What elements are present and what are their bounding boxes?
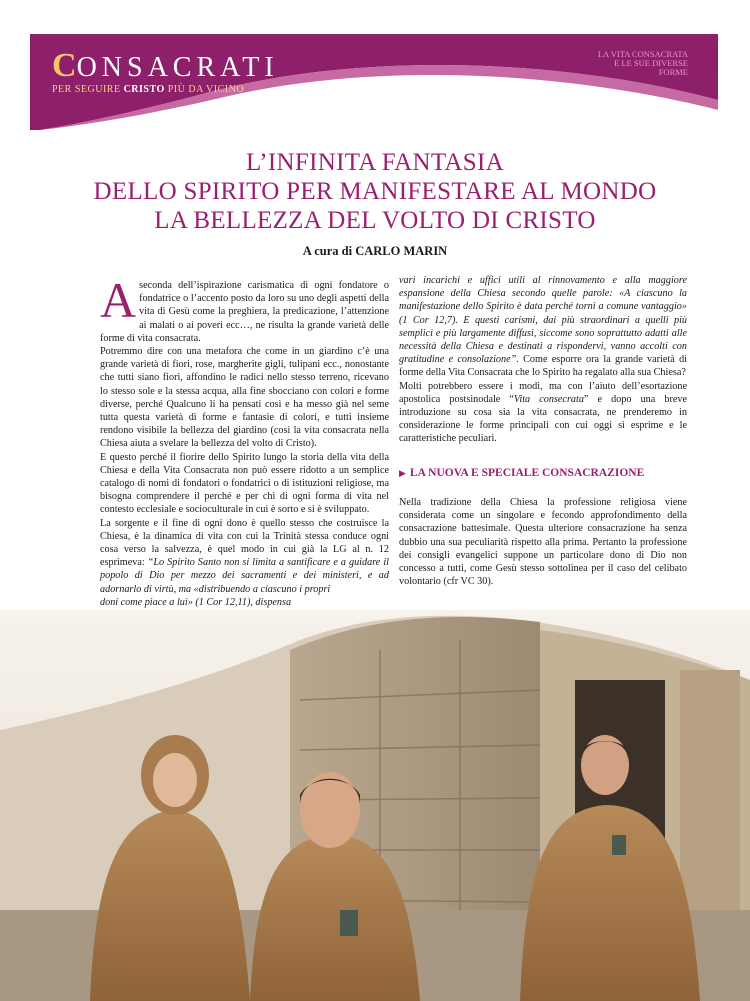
- paragraph: vari incarichi e uffici utili al rinnovamento e alla maggiore espansione della Chiesa secondo quelle parole: «A ciascuno la manifestazione dello Spirito è data perché torni a comune vantaggio» (1 Cor 12,7). E questi carismi, dai più straordinari a quelli più semplici e più largamente diffusi, siccome sono soprattutto adatti alle necessità della Chiesa e destinati a rispondervi, vanno accolti con gratitudine e consolazione”. Come esporre ora la grande varietà di forme della Vita Consacrata che lo Spirito ha regalato alla sua Chiesa?: [399, 275, 687, 379]
- left-column: [100, 272, 389, 649]
- right-column-section: [399, 496, 687, 588]
- paragraph: Potremmo dire con una metafora che come in un giardino c’è una grande varietà di fiori, rose, margherite gigli, tulipani ecc., nonostante che tutti siano fiori, affondino le radici nello stesso terreno, ricevano lo stesso sole e la stessa acqua, alla fine sbocciano con colori e forme diverse, perché Qualcuno li ha pensati così e ha messo già nel seme tutta questa varietà di forme e fantasie di colori, e tutti insieme rendono visibile la bellezza del giardino (così la vita consacrata nella Chiesa aiuta a svelare la bellezza del volto di Cristo).: [100, 346, 389, 450]
- byline: A cura di CARLO MARIN: [302, 244, 448, 258]
- paragraph: Molti potrebbero essere i modi, ma con l’aiuto dell’esortazione apostolica postsinodale “Vita consecrata” e dopo una breve introduzione su cosa sia la vita consacrata, ne prenderemo in considerazione le forme principali con cui oggi si esprime e le caratteristiche peculiari.: [399, 380, 687, 445]
- paragraph: La sorgente e il fine di ogni dono è quello stesso che costruisce la Chiesa, è la dinamica di vita con cui la Trinità stessa conduce ogni cosa verso la salvezza, è quel modo in cui già la LG al n. 12 esprimeva: “Lo Spirito Santo non si limita a santificare e a guidare il popolo di Dio per mezzo dei sacramenti e dei ministeri, e ad adornarlo di virtù, ma «distribuendo a ciascuno i propri: [100, 517, 389, 595]
- logo-wordmark: CONSACRATI: [52, 47, 279, 84]
- subheading: ▶ LA NUOVA E SPECIALE CONSACRAZIONE: [399, 467, 645, 479]
- article-title: L’INFINITA FANTASIA DELLO SPIRITO PER MANIFESTARE AL MONDO LA BELLEZZA DEL VOLTO DI CRISTO: [93, 149, 657, 234]
- triangle-bullet-icon: ▶: [399, 468, 406, 478]
- paragraph: E questo perché il fiorire dello Spirito lungo la storia della vita della Chiesa e della Vita Consacrata non può essere ridotto a un semplice catalogo di nomi di fondatori o fondatrici o di istituzioni religiose, ma bisogna comprendere il perché e per chi di ogni forma di vita nel contesto ecclesiale e socioculturale in cui è sorto e si è sviluppato.: [100, 451, 389, 516]
- section-label: LA VITA CONSACRATA E LE SUE DIVERSE FORME: [597, 49, 688, 77]
- right-column: [399, 274, 687, 446]
- friars-photo: [0, 610, 750, 1001]
- paragraph: Aseconda dell’ispirazione carismatica di ogni fondatore o fondatrice o l’accento posto da loro su uno degli aspetti della vita di Gesù come la preghiera, la predicazione, l’attenzione ai malati o ai poveri ecc…, ne risulta la grande varietà delle forme di vita consacrata.: [100, 272, 389, 344]
- paragraph: Nella tradizione della Chiesa la professione religiosa viene considerata come un singolare e fecondo approfondimento della consacrazione battesimale. Questa ulteriore consacrazione ha senza dubbio una sua peculiarità rispetto alla prima. Pertanto la professione dei consigli evangelici suppone un particolare dono di Dio non concesso a tutti, come Gesù stesso sottolinea per il caso del celibato volontario (cfr VC 30).: [399, 497, 687, 588]
- logo-tagline: PER SEGUIRE CRISTO PIÙ DA VICINO: [52, 84, 245, 95]
- text-line: doni come piace a lui» (1 Cor 12,11), dispensa: [100, 596, 292, 608]
- page-number: 2: [704, 46, 718, 77]
- drop-cap: A: [100, 272, 137, 328]
- magazine-logo: [52, 47, 279, 95]
